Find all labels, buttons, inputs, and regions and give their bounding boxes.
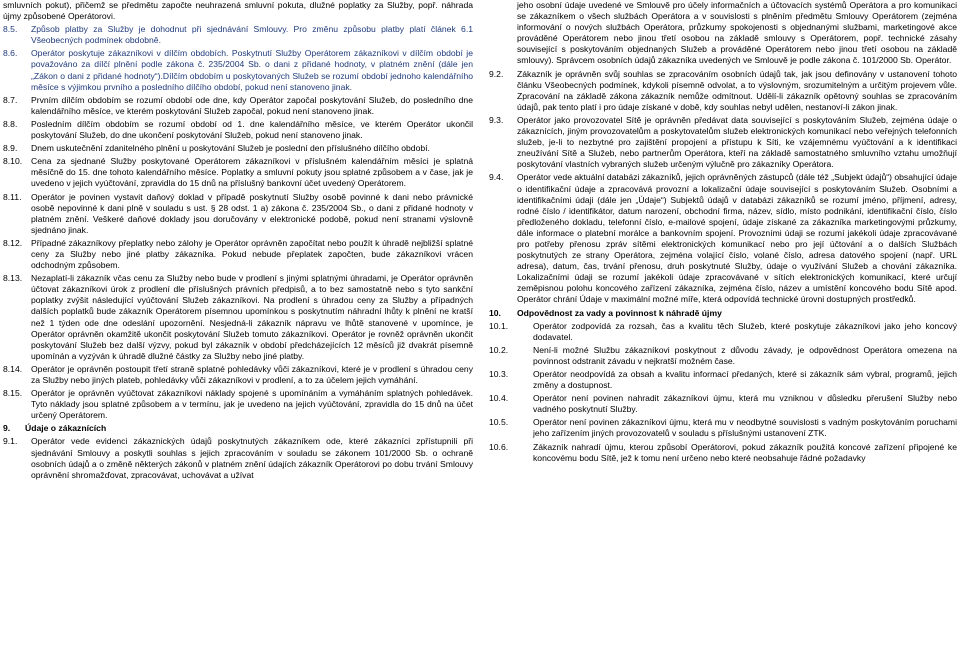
clause-number: 8.9. (3, 143, 18, 154)
clause-text: Zákazník nahradí újmu, kterou způsobí Operátorovi, pokud zákazník použitá koncové zařízení připojené ke koncovému bodu Sítě, jež k tomu není určeno nebo které neobsahuje řádné požadavky (533, 441, 957, 463)
clause-9-2 (489, 69, 957, 113)
clause-text: Není-li možné Službu zákazníkovi poskytnout z důvodu závady, je odpovědnost Operátora omezena na povinnost odstranit závadu v nejkratší možném čase. (533, 344, 957, 366)
clause-number: 8.14. (3, 363, 23, 374)
clause-text: Operátor vede aktuální databázi zákazníků, jejich oprávněných zástupců (dále též „Subjekt údajů“) obsahující údaje o identifikační údaje a zpracovává provozní a lokalizační údaje související s poskytováním Služeb. Osobními a identifikačními údaji (dále jen „Údaje“) Subjektů údajů v databázi zákazníků se rozumí jméno, příjmení, adresy, rodné číslo / identifikátor, datum narození, obchodní firma, název, sídlo, místo podnikání, identifikační číslo, číslo předloženého dokladu, telefonní číslo, e-mailové spojení, údaje získané za zákazníka marketingovými průzkumy, dále informace o platební morálce a bankovním spojení. Provozními údaji se rozumí jakékoli údaje zpracovávané pro potřeby přenosu zpráv sítěmi elektronických komunikací nebo pro její účtování a o dalších Službách poskytnutých ze strany Operátora, zejména volající číslo, volané číslo, adresa datového spojení (např. URL adresa), datum, čas, trvání přenosu, druh poskytnuté Služby, údaje o využívání Služeb a chování zákazníka. Lokalizačními údaji se rozumí jakékoli údaje zpracovávané v sítích elektronických komunikací, které určují zeměpisnou polohu koncového zařízení zákazníka, zejména číslo, název a umístění koncového bodu Sítě apod. Operátor chrání Údaje v maximální možné míře, která odpovídá technické úrovni dostupných prostředků. (517, 172, 957, 305)
clause-number: 10.2. (489, 344, 509, 355)
clause-text: Dnem uskutečnění zdanitelného plnění u poskytování Služeb je poslední den příslušného dílčího období. (31, 143, 430, 154)
clause-text: Operátor není povinen zákazníkovi újmu, která mu v neodbytné souvislosti s vadným poskytováním poruchami jeho zařízením jiných provozovatelů v souladu s příslušnými ustanovení ZTK. (533, 417, 957, 439)
clause-8-15 (3, 388, 473, 421)
clause-10-1 (489, 321, 957, 343)
clause-text: Operátor jako provozovatel Sítě je oprávněn předávat data související s poskytováním Služeb, zejména údaje o zákaznících, jiným provozovatelům a poskytovatelům služeb elektronických komunikací nebo veřejných telefonních služeb, je-li to nezbytné pro zajištění propojení a přístupu k Síti, ke vzájemnému vyúčtování a k identifikaci zneužívání Sítě a Služeb, nebo partnerům Operátora, kteří na základě samostatného smluvního vztahu umožňují poskytování vlastních vybraných služeb určeným výlučně pro zákazníky Operátora. (517, 114, 957, 170)
clause-number: 9.3. (489, 114, 504, 125)
clause-10-6 (489, 442, 957, 464)
clause-text: Cena za sjednané Služby poskytované Operátorem zákazníkovi v příslušném kalendářním měsíci je splatná měsíčně do 15. dne tohoto kalendářního měsíce. Poplatky a smluvní pokuty jsou splatné způsobem a v čase, jak je uvedeno v jejich vyúčtování, zpravidla do 15 dnů na příslušný bankovní účet uvedený Operátorem. (31, 156, 473, 189)
clause-10-2 (489, 345, 957, 367)
clause-number: 8.15. (3, 388, 23, 399)
clause-text: Zákazník je oprávněn svůj souhlas se zpracováním osobních údajů tak, jak jsou definovány v ustanovení tohoto článku Všeobecných podmínek, kdykoli písemně odvolat, a to výslovným, srozumitelným a určitým projevem vůle. Zpracování na základě zákona zákazník nemůže odmítnout. Udělí-li zákazník opětovný souhlas se zpracováním údajů, pak tento platí i pro údaje získané v době, kdy souhlas nebyl udělen, nestanoví-li zákon jinak. (517, 68, 957, 112)
clause-10-5 (489, 417, 957, 439)
clause-number: 10.4. (489, 393, 509, 404)
clause-text: Operátor není povinen nahradit zákazníkovi újmu, která mu vzniknou v důsledku přerušení Služby nebo vadného poskytnutí Služby. (533, 393, 957, 415)
clause-8-14 (3, 364, 473, 386)
section-number: 9. (3, 423, 11, 434)
clause-number: 8.5. (3, 24, 18, 35)
clause-text: Prvním dílčím obdobím se rozumí období ode dne, kdy Operátor započal poskytování Služeb, do posledního dne kalendářního měsíce, ve kterém poskytování Služeb započal, pokud není stanoveno jinak. (31, 94, 473, 116)
clause-text: Posledním dílčím obdobím se rozumí období od 1. dne kalendářního měsíce, ve kterém Operátor ukončil poskytování Služeb, do dne ukončení poskytování Služeb, pokud není stanoveno jinak. (31, 118, 473, 141)
clause-number: 8.6. (3, 48, 18, 59)
clause-number: 8.7. (3, 94, 18, 105)
section-10-heading (489, 308, 957, 319)
clause-8-10 (3, 156, 473, 189)
clause-number: 10.1. (489, 320, 509, 331)
clause-text: Operátor je oprávněn postoupit třetí straně splatné pohledávky vůči zákazníkovi, které je v prodlení s úhradou ceny za Služby nebo jiných plateb, pohledávky vůči zákazníkovi v prodlení, a to za účelem jejich vymáhání. (31, 363, 473, 385)
clause-number: 10.3. (489, 369, 509, 379)
right-column (489, 0, 957, 466)
clause-text: Nezaplatí-li zákazník včas cenu za Služby nebo bude v prodlení s jinými splatnými úhradami, je Operátor oprávněn účtovat zákazníkovi úrok z prodlení dle příslušných právních předpisů, a to bez samostatně nebo s tyto sankční poplatky zvýšit následující vyúčtování Služeb zákazníkovi. Na prodlení s úhradou ceny za Služby a případných dalších poplatků bude zákazník Operátorem písemnou upomínkou s poskytnutím náhradní lhůty k plnění ne kratší než 1 týden ode dne odeslání upozornění. Nesjedná-li zákazník nápravu ve lhůtě stanovené v upomínce, je Operátor oprávněn okamžitě ukončit poskytování Služeb tomuto zákazníkovi. Operátor je rovněž oprávněn ukončit poskytování Služeb bez další výzvy, pokud byl zákazník v období předcházejících 12 měsíců již dvakrát písemně upomínán a vyzýván k úhradě dlužné částky za Služby nebo jiné platby. (31, 273, 473, 361)
clause-8-5 (3, 24, 473, 46)
clause-10-4 (489, 393, 957, 415)
clause-number: 8.12. (3, 237, 23, 248)
clause-number: 8.11. (3, 191, 22, 202)
clause-9-3 (489, 115, 957, 170)
clause-number: 9.2. (489, 68, 504, 79)
clause-10-3 (489, 369, 957, 391)
section-9-heading (3, 423, 473, 434)
clause-number: 8.13. (3, 273, 23, 284)
clause-text: Operátor vede evidenci zákaznických údajů poskytnutých zákazníkem ode, které zákazníci zpřístupnili při sjednávání Smlouvy a poskytli souhlas s jejich zpracováním v souladu se zákonem 101/2000 Sb. o ochraně osobních údajů a o změně některých zákonů v platném znění údajích zákazník Operátorovi po dobu trvání Smlouvy oprávnění shromažďovat, zpracovávat, uchovávat a užívat (31, 436, 473, 480)
clause-text: Operátor poskytuje zákazníkovi v dílčím obdobích. Poskytnutí Služby Operátorem zákazníkovi v dílčím období je považováno za dílčí plnění podle zákona č. 235/2004 Sb. o dani z přidané hodnoty, v platném znění (dále jen „Zákon o dani z přidané hodnoty“).Dílčím obdobím u poskytovaných Služeb se rozumí období jednoho kalendářního měsíce s výjimkou prvního a posledního dílčího období, pokud není stanoveno jinak. (31, 48, 473, 92)
clause-8-6 (3, 48, 473, 92)
section-number: 10. (489, 307, 501, 318)
clause-8-8 (3, 119, 473, 141)
clause-9-4 (489, 172, 957, 305)
clause-8-12 (3, 238, 473, 271)
clause-number: 9.1. (3, 436, 18, 447)
clause-number: 9.4. (489, 172, 504, 183)
continued-paragraph: smluvních pokut), přičemž se předmětu započte neuhrazená smluvní pokuta, dlužné poplatky za Služby, popř. náhrada újmy způsobené Operátorovi. (3, 0, 473, 22)
clause-number: 8.10. (3, 156, 23, 167)
clause-text: Operátor je oprávněn vyúčtovat zákazníkovi náklady spojené s upomínáním a vymáháním splatných pohledávek. Tyto náklady jsou splatné způsobem a v termínu, jak je uvedeno na jejich vyúčtování, zpravidla do 15 dnů na účet určený Operátorem. (31, 388, 473, 421)
clause-8-13 (3, 273, 473, 362)
clause-number: 10.6. (489, 441, 509, 452)
section-title: Údaje o zákaznících (25, 423, 107, 434)
clause-text: Operátor neodpovídá za obsah a kvalitu informací předaných, které si zákazník sám vybral, programů, jejich změny a dostupnost. (533, 369, 957, 391)
clause-8-11 (3, 192, 473, 236)
clause-9-1 (3, 436, 473, 480)
clause-text: Operátor je povinen vystavit daňový doklad v případě poskytnutí Služby osobě povinné k dani nebo právnické osobě nepovinné k dani plně v souladu s ust. § 28 odst. 1 a) zákona č. 235/2004 Sb., o dani z přidané hodnoty v platném znění. Veškeré daňové doklady jsou doručovány v elektronické podobě, pokud není stranami výslovně sjednáno jinak. (31, 191, 473, 235)
clause-text: Operátor zodpovídá za rozsah, čas a kvalitu těch Služeb, které poskytuje zákazníkovi jako jeho koncový dodavatel. (533, 320, 957, 342)
clause-text: Případné zákazníkovy přeplatky nebo zálohy je Operátor oprávněn započítat nebo použít k úhradě nejbližší splatné ceny za Služby nebo jiné platby zákazníka. Pokud nebude přeplatek započten, bude zákazníkovi vrácen odchodným způsobem. (31, 237, 473, 271)
clause-8-9 (3, 143, 473, 154)
continued-paragraph: jeho osobní údaje uvedené ve Smlouvě pro účely informačních a účtovacích systémů Operátora a pro komunikaci se zákazníkem o všech službách Operátora a v souvislosti s plněním předmětu Smlouvy Operátorem (zejména informování o nových službách Operátora, průzkumy spokojenosti s objednanými službami, marketingové akce prováděné Operátorem nebo jinou třetí osobou na základě smlouvy s Operátorem, popř. technické zásahy související s poskytováním objednaných Služeb a prováděné Operátorem nebo jinou třetí osobou na základě smlouvy). Správcem osobních údajů zákazníka uvedených ve Smlouvě je podle zákona č. 101/2000 Sb. Operátor. (517, 0, 957, 66)
clause-number: 8.8. (3, 118, 18, 129)
clause-number: 10.5. (489, 417, 509, 428)
clause-8-7 (3, 95, 473, 117)
section-title: Odpovědnost za vady a povinnost k náhradě újmy (517, 307, 722, 318)
clause-text: Způsob platby za Služby je dohodnut při sjednávání Smlouvy. Pro změnu způsobu platby platí článek 6.1 Všeobecných podmínek obdobně. (31, 24, 473, 46)
left-column (3, 0, 473, 483)
